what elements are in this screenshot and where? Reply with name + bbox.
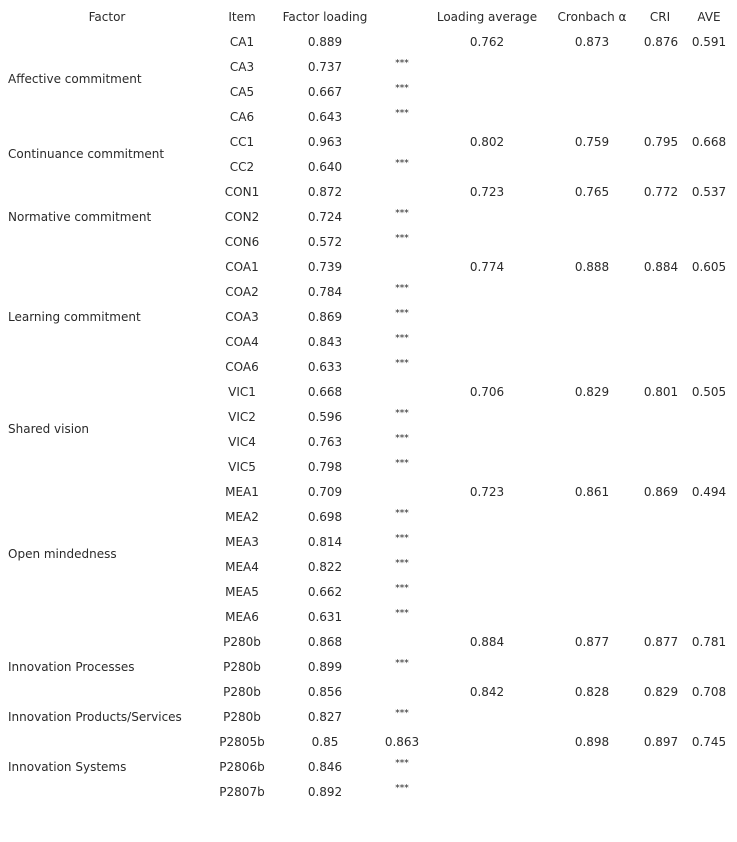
- cell-item: MEA5: [225, 585, 259, 599]
- cell-loading: 0.662: [307, 585, 343, 599]
- cell-item: MEA2: [225, 510, 259, 524]
- cell-alpha: 0.759: [574, 135, 610, 149]
- cell-loading: 0.872: [307, 185, 343, 199]
- cell-item: MEA4: [225, 560, 259, 574]
- cell-avg: 0.723: [469, 185, 505, 199]
- cell-avg: 0.706: [469, 385, 505, 399]
- cell-alpha: 0.898: [574, 735, 610, 749]
- factor-label: Learning commitment: [8, 310, 141, 324]
- cell-item: CA6: [229, 110, 255, 124]
- cell-item: P280b: [223, 660, 261, 674]
- cell-sig: ***: [395, 83, 409, 94]
- cell-ave: 0.537: [691, 185, 727, 199]
- cell-alpha: 0.888: [574, 260, 610, 274]
- cell-item: VIC2: [228, 410, 256, 424]
- cell-avg: 0.842: [469, 685, 505, 699]
- cell-sig: ***: [395, 283, 409, 294]
- cell-ave: 0.591: [691, 35, 727, 49]
- cell-sig: ***: [395, 108, 409, 119]
- factor-label: Innovation Systems: [8, 760, 127, 774]
- cell-sig: ***: [395, 558, 409, 569]
- cell-loading: 0.724: [307, 210, 343, 224]
- cell-item: CA3: [229, 60, 255, 74]
- cell-ave: 0.505: [691, 385, 727, 399]
- factor-label: Open mindedness: [8, 547, 117, 561]
- header-factor-loading: Factor loading: [282, 10, 368, 24]
- cell-item: CC1: [229, 135, 255, 149]
- cell-item: P280b: [223, 710, 261, 724]
- cell-cri: 0.877: [643, 635, 679, 649]
- factor-label: Innovation Processes: [8, 660, 135, 674]
- factor-label: Normative commitment: [8, 210, 152, 224]
- cell-loading: 0.869: [307, 310, 343, 324]
- cell-item: COA6: [225, 360, 259, 374]
- cell-item: CON1: [224, 185, 260, 199]
- cell-cri: 0.869: [643, 485, 679, 499]
- cell-cri: 0.795: [643, 135, 679, 149]
- cell-sig: ***: [395, 333, 409, 344]
- cell-loading: 0.737: [307, 60, 343, 74]
- cell-sig: ***: [395, 533, 409, 544]
- cell-avg: 0.762: [469, 35, 505, 49]
- cell-item: CC2: [229, 160, 255, 174]
- cell-loading: 0.843: [307, 335, 343, 349]
- cell-loading: 0.899: [307, 660, 343, 674]
- cell-loading: 0.784: [307, 285, 343, 299]
- cell-item: MEA1: [225, 485, 259, 499]
- header-factor: Factor: [88, 10, 126, 24]
- cell-cri: 0.876: [643, 35, 679, 49]
- cell-loading: 0.963: [307, 135, 343, 149]
- cell-sig: ***: [395, 508, 409, 519]
- cell-item: COA3: [225, 310, 259, 324]
- cell-item: MEA3: [225, 535, 259, 549]
- factor-label: Continuance commitment: [8, 147, 165, 161]
- cell-alpha: 0.828: [574, 685, 610, 699]
- cell-sig: ***: [395, 708, 409, 719]
- cell-loading: 0.667: [307, 85, 343, 99]
- cell-item: CA5: [229, 85, 255, 99]
- cell-loading: 0.85: [311, 735, 339, 749]
- cell-loading: 0.572: [307, 235, 343, 249]
- cell-sig: ***: [395, 308, 409, 319]
- cell-loading: 0.763: [307, 435, 343, 449]
- cell-sig: ***: [395, 433, 409, 444]
- cell-cri: 0.801: [643, 385, 679, 399]
- cell-avg: 0.884: [469, 635, 505, 649]
- cell-cri: 0.897: [643, 735, 679, 749]
- cell-sig: ***: [395, 408, 409, 419]
- cell-alpha: 0.765: [574, 185, 610, 199]
- cell-item: P280b: [223, 685, 261, 699]
- cell-alpha: 0.877: [574, 635, 610, 649]
- cell-item: P280b: [223, 635, 261, 649]
- cell-loading: 0.668: [307, 385, 343, 399]
- cell-item: VIC4: [228, 435, 256, 449]
- cell-sig: ***: [395, 358, 409, 369]
- cell-sig: ***: [395, 783, 409, 794]
- cell-sig: ***: [395, 208, 409, 219]
- cell-item: CON6: [224, 235, 260, 249]
- cell-loading: 0.643: [307, 110, 343, 124]
- cell-item: CA1: [229, 35, 255, 49]
- cell-sig: 0.863: [384, 735, 420, 749]
- cell-loading: 0.709: [307, 485, 343, 499]
- cell-sig: ***: [395, 58, 409, 69]
- factor-label: Shared vision: [8, 422, 90, 436]
- cell-item: COA1: [225, 260, 259, 274]
- factor-label: Affective commitment: [8, 72, 142, 86]
- cell-alpha: 0.861: [574, 485, 610, 499]
- cell-cri: 0.772: [643, 185, 679, 199]
- header-cronbach-alpha: Cronbach α: [557, 10, 627, 24]
- cell-sig: ***: [395, 158, 409, 169]
- cell-loading: 0.814: [307, 535, 343, 549]
- cell-item: CON2: [224, 210, 260, 224]
- cell-alpha: 0.873: [574, 35, 610, 49]
- cell-loading: 0.892: [307, 785, 343, 799]
- cell-avg: 0.723: [469, 485, 505, 499]
- cell-avg: 0.802: [469, 135, 505, 149]
- cell-ave: 0.781: [691, 635, 727, 649]
- cell-cri: 0.884: [643, 260, 679, 274]
- cell-loading: 0.698: [307, 510, 343, 524]
- cell-item: VIC1: [228, 385, 256, 399]
- cell-loading: 0.889: [307, 35, 343, 49]
- cell-loading: 0.798: [307, 460, 343, 474]
- cell-loading: 0.827: [307, 710, 343, 724]
- cell-avg: 0.774: [469, 260, 505, 274]
- cell-item: P2805b: [219, 735, 265, 749]
- header-ave: AVE: [697, 10, 721, 24]
- cell-loading: 0.846: [307, 760, 343, 774]
- cell-sig: ***: [395, 583, 409, 594]
- cell-loading: 0.868: [307, 635, 343, 649]
- cell-loading: 0.856: [307, 685, 343, 699]
- factor-label: Innovation Products/Services: [8, 710, 182, 724]
- cell-sig: ***: [395, 658, 409, 669]
- cell-sig: ***: [395, 758, 409, 769]
- cell-loading: 0.631: [307, 610, 343, 624]
- cell-ave: 0.708: [691, 685, 727, 699]
- cell-cri: 0.829: [643, 685, 679, 699]
- cell-item: P2806b: [219, 760, 265, 774]
- cell-ave: 0.605: [691, 260, 727, 274]
- cell-sig: ***: [395, 458, 409, 469]
- cell-ave: 0.745: [691, 735, 727, 749]
- cell-item: VIC5: [228, 460, 256, 474]
- header-item: Item: [228, 10, 256, 24]
- cell-ave: 0.494: [691, 485, 727, 499]
- header-cri: CRI: [649, 10, 671, 24]
- cell-sig: ***: [395, 233, 409, 244]
- cell-item: P2807b: [219, 785, 265, 799]
- header-loading-average: Loading average: [436, 10, 538, 24]
- cell-sig: ***: [395, 608, 409, 619]
- cell-alpha: 0.829: [574, 385, 610, 399]
- cell-item: MEA6: [225, 610, 259, 624]
- cell-loading: 0.822: [307, 560, 343, 574]
- cell-item: COA2: [225, 285, 259, 299]
- cell-ave: 0.668: [691, 135, 727, 149]
- cell-item: COA4: [225, 335, 259, 349]
- cell-loading: 0.633: [307, 360, 343, 374]
- cell-loading: 0.596: [307, 410, 343, 424]
- cell-loading: 0.640: [307, 160, 343, 174]
- cell-loading: 0.739: [307, 260, 343, 274]
